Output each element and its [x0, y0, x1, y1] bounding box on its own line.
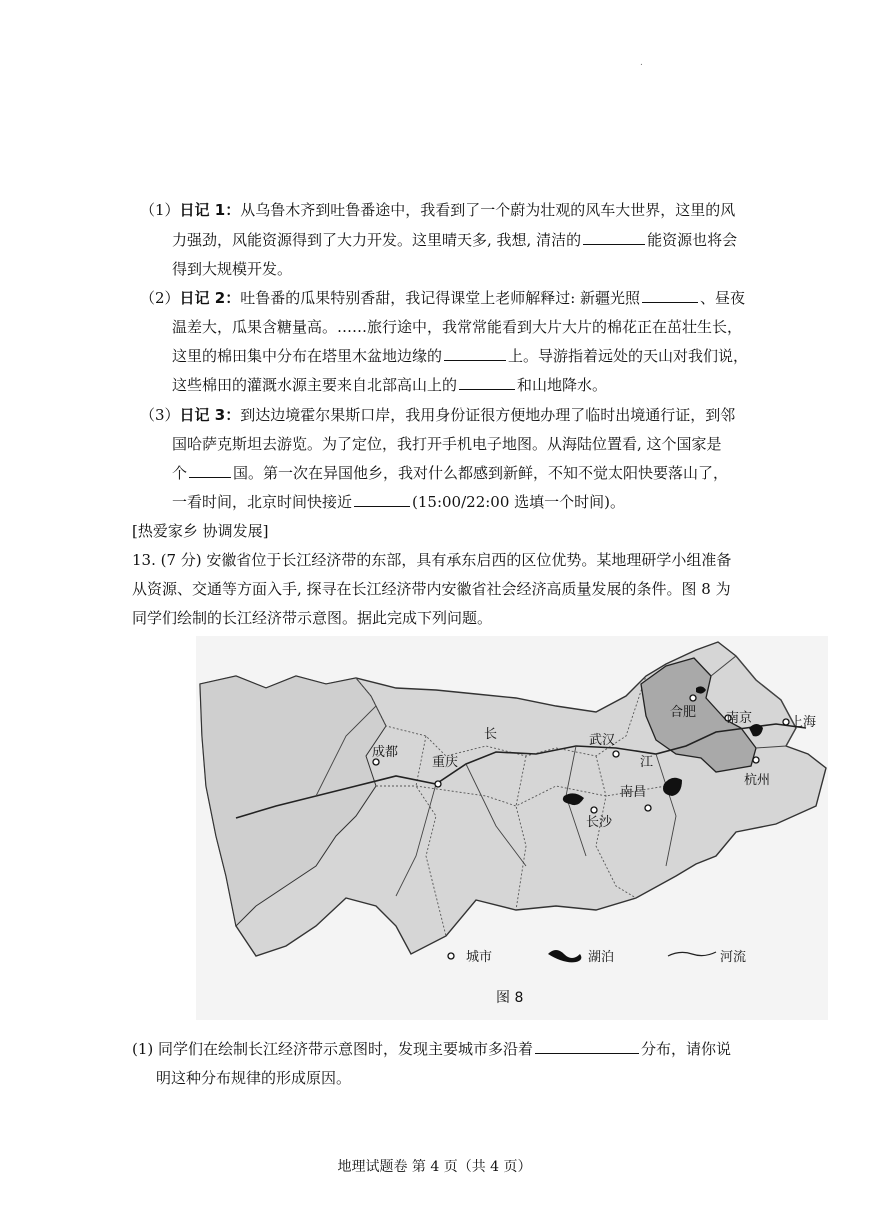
city-label: 武汉: [589, 733, 616, 748]
diary-1-text-1: 从乌鲁木齐到吐鲁番途中，我看到了一个蔚为壮观的风车大世界，这里的风: [240, 201, 736, 219]
answer-blank[interactable]: [642, 286, 698, 303]
legend-lake-label: 湖泊: [588, 950, 615, 965]
diary-2-line-4: [172, 371, 607, 400]
diary-2-text-1a: 吐鲁番的瓜果特别香甜，我记得课堂上老师解释过: 新疆光照: [240, 289, 641, 307]
map-caption: 图 8: [496, 990, 524, 1006]
diary-2-line-1: [140, 284, 745, 313]
city-label: 南京: [726, 711, 753, 726]
city-label: 杭州: [744, 773, 771, 788]
diary-1-text-2a: 力强劲，风能资源得到了大力开发。这里晴天多, 我想, 清洁的: [172, 231, 582, 249]
diary-2-number: （2）: [140, 289, 180, 307]
legend-city-symbol: [448, 953, 454, 959]
diary-3-text-1: 到达边境霍尔果斯口岸，我用身份证很方便地办理了临时出境通行证，到邻: [240, 406, 736, 424]
diary-3-line-3: [172, 459, 728, 488]
legend-city-label: 城市: [466, 950, 493, 965]
diary-1-line-1: [140, 196, 735, 225]
diary-3-label: 日记 3：: [179, 406, 241, 424]
diary-1-label: 日记 1：: [179, 201, 241, 219]
q13-1-line-2: 明这种分布规律的形成原因。: [156, 1069, 352, 1087]
diary-2-text-3b: 上。导游指着远处的天山对我们说，: [508, 347, 749, 365]
yangtze-economic-belt-map: [196, 636, 828, 1020]
header-mark: .: [640, 58, 643, 68]
page-footer: 地理试题卷 第 4 页（共 4 页）: [337, 1159, 532, 1175]
diary-3-text-3b: 国。第一次在异国他乡，我对什么都感到新鲜，不知不觉太阳快要落山了，: [233, 464, 729, 482]
diary-2-text-3a: 这里的棉田集中分布在塔里木盆地边缘的: [172, 347, 443, 365]
answer-blank[interactable]: [189, 461, 231, 478]
q13-1-text-1a: (1) 同学们在绘制长江经济带示意图时，发现主要城市多沿着: [132, 1040, 534, 1058]
diary-3-text-4a: 一看时间，北京时间快接近: [172, 493, 353, 511]
city-label: 合肥: [670, 705, 697, 720]
diary-2-text-4b: 和山地降水。: [517, 376, 608, 394]
answer-blank[interactable]: [459, 373, 515, 390]
diary-1-line-3: 得到大规模开发。: [172, 260, 293, 278]
diary-1-text-2b: 能资源也将会: [647, 231, 738, 249]
section-tag: [热爱家乡 协调发展]: [132, 522, 269, 540]
city-label: 上海: [790, 715, 817, 730]
diary-3-line-4: [172, 488, 625, 517]
legend-river-label: 河流: [720, 950, 747, 965]
q13-line-2: 从资源、交通等方面入手, 探寻在长江经济带内安徽省社会经济高质量发展的条件。图 8 为: [132, 580, 731, 598]
diary-2-text-4a: 这些棉田的灌溉水源主要来自北部高山上的: [172, 376, 458, 394]
answer-blank[interactable]: [583, 228, 645, 245]
q13-line-1: 13. (7 分) 安徽省位于长江经济带的东部，具有承东启西的区位优势。某地理研学小组准备: [132, 551, 732, 569]
city-label: 重庆: [432, 755, 459, 770]
q13-1-text-1b: 分布，请你说: [641, 1040, 732, 1058]
answer-blank[interactable]: [354, 490, 410, 507]
diary-3-text-4b: (15:00/22:00 选填一个时间)。: [412, 493, 625, 511]
river-label-jiang: 江: [640, 755, 654, 770]
city-label: 长沙: [586, 815, 613, 830]
diary-2-line-3: [172, 342, 748, 371]
river-label-chang: 长: [484, 727, 498, 742]
diary-2-label: 日记 2：: [179, 289, 241, 307]
diary-3-number: （3）: [140, 406, 180, 424]
diary-1-number: （1）: [140, 201, 180, 219]
q13-line-3: 同学们绘制的长江经济带示意图。据此完成下列问题。: [132, 609, 493, 627]
answer-blank[interactable]: [535, 1037, 639, 1054]
diary-3-line-2: 国哈萨克斯坦去游览。为了定位，我打开手机电子地图。从海陆位置看, 这个国家是: [172, 435, 722, 453]
diary-2-line-2: 温差大，瓜果含糖量高。……旅行途中，我常常能看到大片大片的棉花正在茁壮生长，: [172, 318, 743, 336]
answer-blank[interactable]: [444, 344, 506, 361]
city-label: 南昌: [620, 785, 647, 800]
city-label: 成都: [372, 745, 399, 760]
diary-1-line-2: [172, 226, 737, 255]
q13-1-line-1: [132, 1035, 731, 1064]
diary-3-text-3a: 个: [172, 464, 188, 482]
diary-2-text-1b: 、昼夜: [700, 289, 746, 307]
diary-3-line-1: [140, 401, 735, 430]
city-nanjing: [725, 710, 752, 726]
